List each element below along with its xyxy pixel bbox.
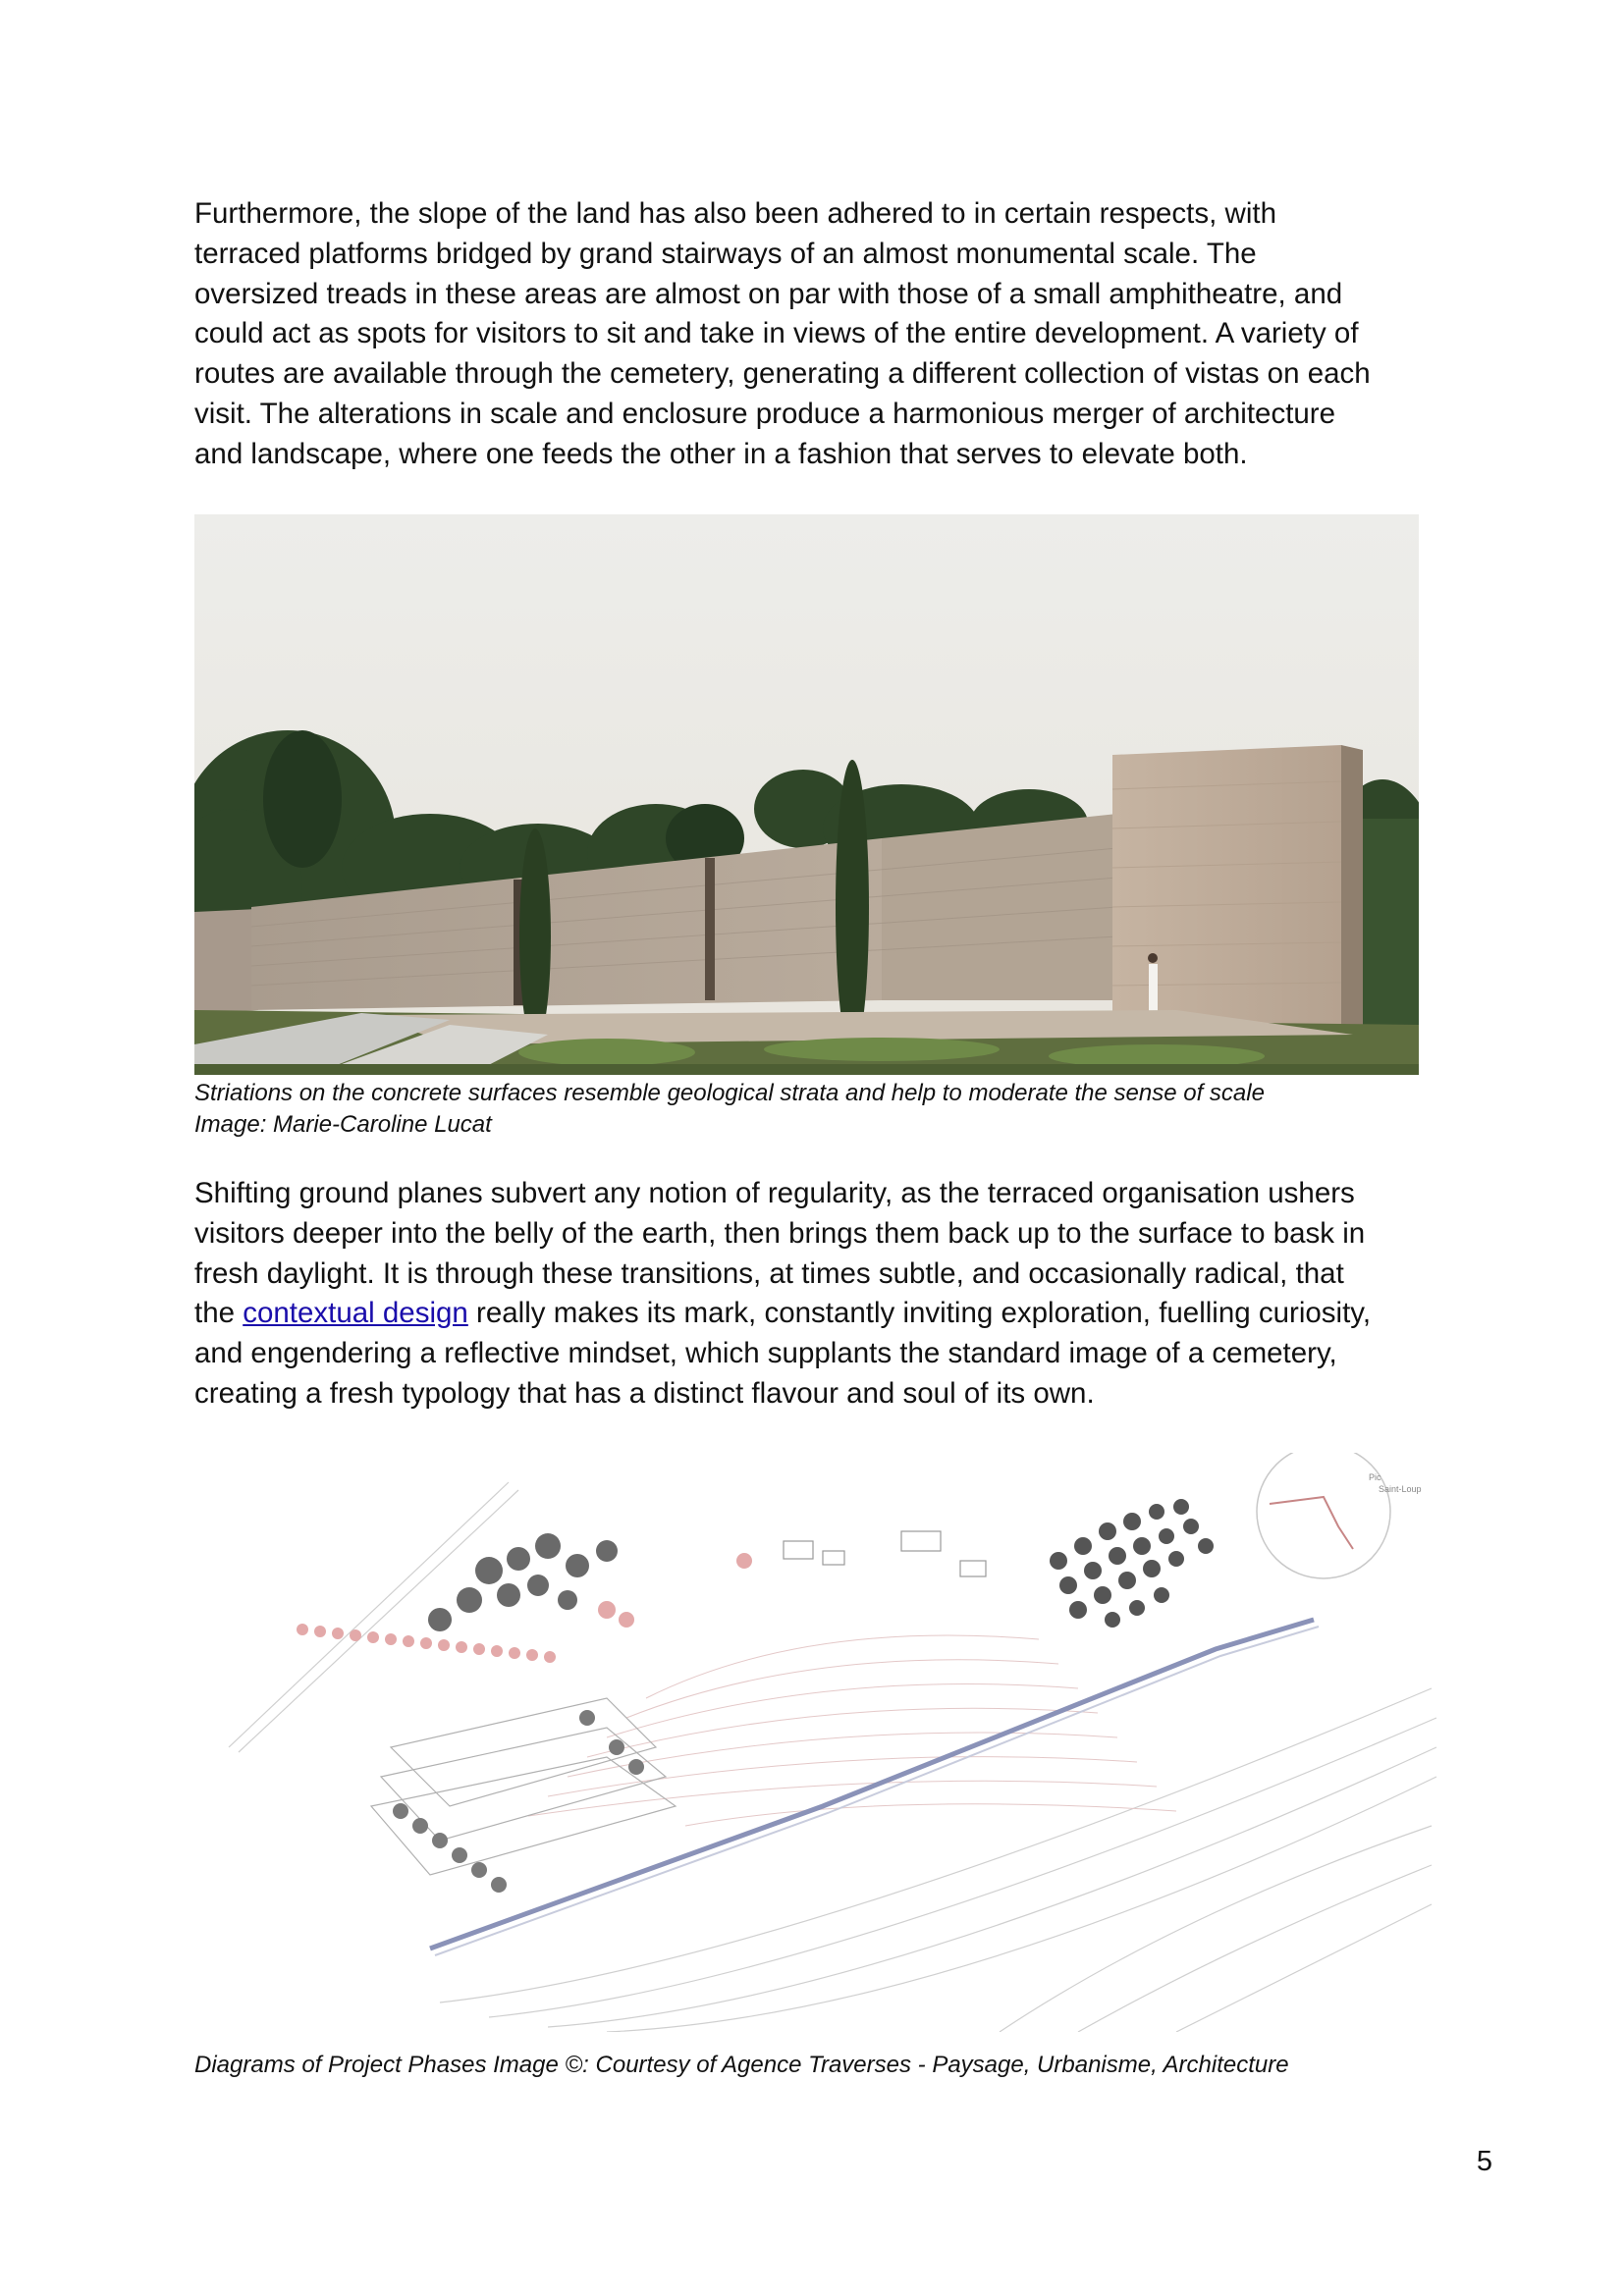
cemetery-photo-illustration [194, 514, 1419, 1075]
project-phases-diagram-illustration [194, 1453, 1441, 2032]
body-paragraph-1: Furthermore, the slope of the land has also been adhered to in certain respects, with terraced platforms bridged by grand stairways of an almost monumental scale. The oversized treads in these areas are almost on par with those of a small amphitheatre, and could act as spots for visitors to sit and take in views of the entire development. A variety of routes are available through the cemetery, generating a different collection of vistas on each visit. The alterations in scale and enclosure produce a harmonious merger of architecture and landscape, where one feeds the other in a fashion that serves to elevate both. [194, 197, 1371, 470]
photo-credit: Image: Marie-Caroline Lucat [194, 1111, 492, 1138]
inset-label-saint-loup: Saint-Loup [1379, 1484, 1422, 1494]
photo-caption [194, 1078, 1461, 1141]
project-phases-diagram [194, 1453, 1441, 2032]
paragraph-2-text-start: Shifting ground planes subvert any notion of regularity, as the terraced organisation ushers visitors deeper into the belly of the earth, then brings them back up to the surface to bask in fresh daylight. It is through these transitions, at times subtle, and occasionally radical, that the [194, 1177, 1366, 1330]
diagram-caption: Diagrams of Project Phases Image ©: Courtesy of Agence Traverses - Paysage, Urbanisme, Architecture [194, 2052, 1289, 2078]
page-number: 5 [1476, 2146, 1492, 2177]
inset-label-pic: Pic [1369, 1472, 1381, 1482]
body-paragraph-2 [194, 1174, 1461, 1415]
paragraph-2-text-end: really makes its mark, constantly inviting exploration, fuelling curiosity, and engendering a reflective mindset, which supplants the standard image of a cemetery, creating a fresh typology that has a distinct flavour and soul of its own. [194, 1297, 1372, 1410]
photo-caption-line-1: Striations on the concrete surfaces resemble geological strata and help to moderate the sense of scale [194, 1080, 1265, 1106]
contextual-design-link[interactable]: contextual design [243, 1297, 468, 1330]
cemetery-photo [194, 514, 1419, 1075]
